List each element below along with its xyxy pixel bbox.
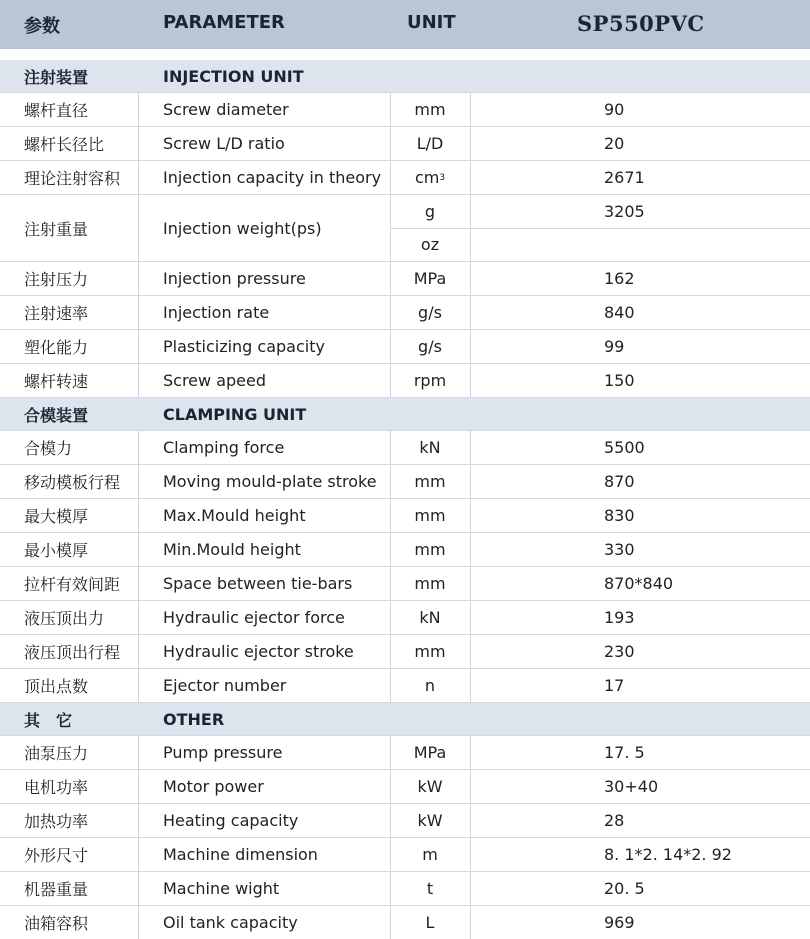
param-cn: 液压顶出力 [24,609,105,628]
param-en: Clamping force [163,438,285,457]
param-value: 193 [604,608,635,627]
table-row [0,906,810,939]
param-en: Injection pressure [163,269,306,288]
param-unit: mm [414,540,446,559]
table-row [0,499,810,533]
table-row [0,838,810,872]
param-unit: MPa [413,743,447,762]
param-en: Moving mould-plate stroke [163,472,377,491]
section-title-cn: 注射装置 [24,67,89,87]
header-model: SP550PVC [577,11,705,36]
param-cn: 注射压力 [24,270,89,289]
param-value: 5500 [604,438,645,457]
param-unit: g/s [418,337,442,356]
param-cn: 最大模厚 [24,507,89,526]
param-en: Min.Mould height [163,540,301,559]
param-value: 969 [604,913,635,932]
param-unit: mm [414,100,446,119]
spec-table [0,60,810,939]
table-row [0,330,810,364]
param-value: 3205 [604,202,645,221]
param-unit: MPa [413,269,447,288]
param-value: 870 [604,472,635,491]
param-value: 99 [604,337,625,356]
section-title-en: CLAMPING UNIT [163,404,307,424]
header-unit: UNIT [407,12,456,33]
param-en: Hydraulic ejector force [163,608,345,627]
param-en: Hydraulic ejector stroke [163,642,354,661]
section-title-cn: 其 它 [24,710,73,730]
param-en: Motor power [163,777,264,796]
param-en: Machine dimension [163,845,318,864]
param-en: Machine wight [163,879,280,898]
param-cn: 螺杆转速 [24,372,89,391]
param-value: 20. 5 [604,879,645,898]
param-unit: n [424,676,436,695]
param-cn: 加热功率 [24,812,89,831]
param-cn: 移动模板行程 [24,473,121,492]
param-cn: 电机功率 [24,778,89,797]
param-unit: mm [414,506,446,525]
param-en: Plasticizing capacity [163,337,325,356]
param-unit: L [425,913,435,932]
param-unit: kN [419,608,441,627]
table-row [0,161,810,195]
table-row [0,635,810,669]
table-row [0,195,810,262]
param-value: 330 [604,540,635,559]
table-row [0,770,810,804]
header-param-en: PARAMETER [163,12,285,33]
param-cn: 注射重量 [24,219,89,239]
table-row [0,567,810,601]
param-cn: 顶出点数 [24,677,89,696]
section-clamping [0,398,810,431]
param-en: Screw diameter [163,100,289,119]
param-cn: 油箱容积 [24,914,89,933]
section-title-cn: 合模装置 [24,405,89,425]
param-value: 162 [604,269,635,288]
param-unit: kW [417,811,443,830]
param-en: Ejector number [163,676,287,695]
param-cn: 螺杆直径 [24,101,89,120]
unit-base: cm [414,168,440,187]
param-value: 8. 1*2. 14*2. 92 [604,845,732,864]
param-cn: 理论注射容积 [24,169,121,188]
table-row [0,431,810,465]
param-unit: kN [419,438,441,457]
param-value: 840 [604,303,635,322]
param-unit: mm [414,574,446,593]
param-cn: 螺杆长径比 [24,135,105,154]
param-cn: 油泵压力 [24,744,89,763]
table-row [0,465,810,499]
param-en: Oil tank capacity [163,913,298,932]
table-row [0,127,810,161]
param-cn: 拉杆有效间距 [24,575,121,594]
section-title-en: INJECTION UNIT [163,66,304,86]
section-injection [0,60,810,93]
param-cn: 注射速率 [24,304,89,323]
param-value: 90 [604,100,625,119]
param-value: 830 [604,506,635,525]
param-value: 2671 [604,168,645,187]
param-cn: 液压顶出行程 [24,643,121,662]
param-en: Injection rate [163,303,270,322]
param-value: 17 [604,676,625,695]
param-en: Screw L/D ratio [163,134,285,153]
param-cn: 最小模厚 [24,541,89,560]
param-en: Injection weight(ps) [163,218,322,238]
param-en: Space between tie-bars [163,574,353,593]
param-en: Max.Mould height [163,506,306,525]
table-row [0,804,810,838]
param-unit: mm [414,472,446,491]
param-unit: g/s [418,303,442,322]
param-unit: rpm [413,371,447,390]
table-row [0,364,810,398]
table-row [0,262,810,296]
table-row [0,93,810,127]
param-value: 28 [604,811,625,830]
param-unit: cm 3 [414,168,446,187]
table-row [0,872,810,906]
param-cn: 外形尺寸 [24,846,89,865]
param-value: 150 [604,371,635,390]
param-en: Injection capacity in theory [163,168,382,187]
table-row [0,601,810,635]
param-value: 17. 5 [604,743,645,762]
param-unit: L/D [416,134,444,153]
table-header [0,0,810,49]
param-unit: t [426,879,434,898]
header-param-cn: 参数 [24,16,60,37]
param-value: 870*840 [604,574,674,593]
param-unit: mm [414,642,446,661]
param-unit-secondary: oz [420,235,440,254]
param-en: Screw apeed [163,371,266,390]
section-other [0,703,810,736]
param-unit: m [422,845,438,864]
table-row [0,533,810,567]
param-en: Pump pressure [163,743,283,762]
param-value: 30+40 [604,777,659,796]
section-title-en: OTHER [163,709,225,729]
param-value: 20 [604,134,625,153]
param-cn: 合模力 [24,439,73,458]
param-en: Heating capacity [163,811,299,830]
param-cn: 塑化能力 [24,338,89,357]
table-row [0,736,810,770]
param-cn: 机器重量 [24,880,89,899]
param-unit: kW [417,777,443,796]
table-row [0,669,810,703]
table-row [0,296,810,330]
param-value: 230 [604,642,635,661]
param-unit: g [424,202,436,221]
